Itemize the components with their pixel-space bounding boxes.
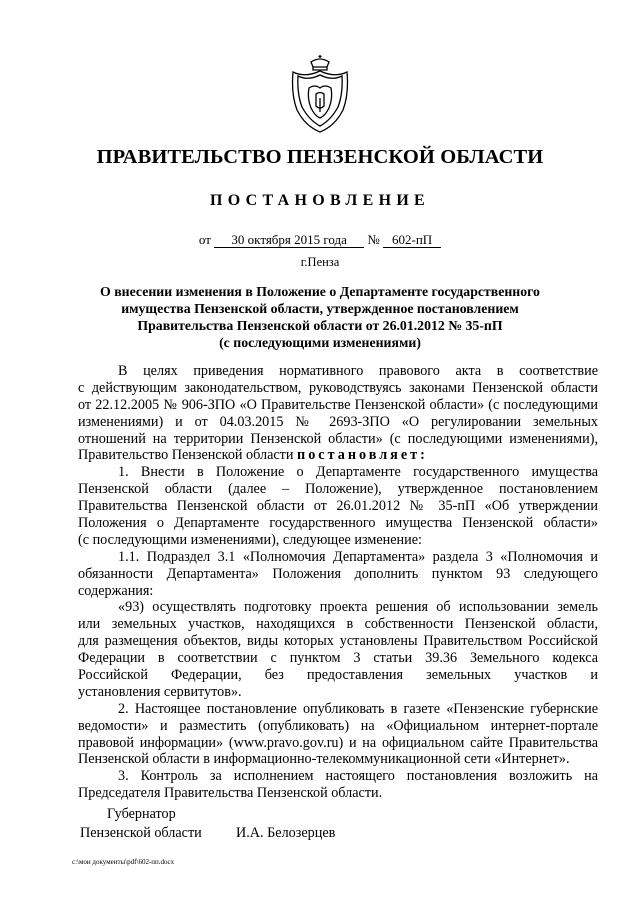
body-line: Российской Федерации, без предоставления земельных участков и: [78, 667, 598, 684]
coat-of-arms-icon: [289, 54, 351, 134]
subject-line: (с последующими изменениями): [219, 335, 421, 350]
subject-line: О внесении изменения в Положение о Департаменте государственного: [100, 284, 540, 299]
body-line: с действующим законодательством, руководствуясь законами Пензенской области: [78, 379, 598, 396]
body-line: установления сервитутов».: [78, 683, 242, 700]
number-label: №: [367, 232, 380, 247]
subject-line: Правительства Пензенской области от 26.01.2012 № 35-пП: [137, 318, 503, 333]
government-label: Правительство Пензенской области: [78, 447, 294, 464]
body-line: ведомости» и разместить (опубликовать) на «Официальном интернет-портале: [78, 717, 598, 734]
organization-title: ПРАВИТЕЛЬСТВО ПЕНЗЕНСКОЙ ОБЛАСТИ: [96, 146, 544, 168]
body-line: от 22.12.2005 № 906-ЗПО «О Правительстве Пензенской области» (с последующими: [78, 396, 598, 413]
body-line: правовой информации» (www.pravo.gov.ru) и на официальном сайте Правительства: [78, 734, 598, 751]
body-line: обязанности Департамента» Положения дополнить пунктом 93 следующего: [78, 565, 598, 582]
document-date: 30 октября 2015 года: [214, 233, 364, 248]
body-line: содержания:: [78, 582, 154, 599]
body-line: изменениями) и от 04.03.2015 № 2693-ЗПО «О регулировании земельных: [78, 413, 598, 430]
body-line: для размещения объектов, виды которых установлены Правительством Российской: [78, 633, 598, 650]
file-path-footer: c:\мои документы\pdf\602-пп.docx: [72, 858, 175, 866]
body-line: Пензенской области (далее – Положение), утвержденное постановлением: [78, 481, 598, 498]
body-line: 1. Внести в Положение о Департаменте государственного имущества: [118, 464, 598, 481]
document-type: ПОСТАНОВЛЕНИЕ: [209, 192, 431, 209]
signatory-title-line1: Губернатор: [107, 806, 176, 822]
body-line: Председателя Правительства Пензенской области.: [78, 785, 383, 802]
document-number: 602-пП: [383, 233, 441, 248]
body-line: отношений на территории Пензенской области» (с последующими изменениями),: [78, 430, 598, 447]
signatory-name: И.А. Белозерцев: [236, 825, 336, 841]
document-subject: [60, 283, 580, 351]
body-line: Пензенской области в информационно-телекоммуникационной сети «Интернет».: [78, 751, 570, 768]
resolves-word: постановляет:: [297, 447, 428, 464]
signatory-title-line2: Пензенской области: [80, 825, 202, 841]
body-line: Положения о Департаменте государственного имущества Пензенской области»: [78, 515, 598, 532]
body-line: В целях приведения нормативного правового акта в соответствие: [118, 363, 598, 379]
body-line: «93) осуществлять подготовку проекта решения об использовании земель: [118, 599, 598, 616]
body-line: Федерации в соответствии с пунктом 3 статьи 39.36 Земельного кодекса: [78, 650, 598, 667]
body-line: Правительства Пензенской области от 26.01.2012 № 35-пП «Об утверждении: [78, 498, 598, 515]
body-line: [78, 447, 598, 464]
date-prefix: от: [198, 232, 211, 247]
body-line: или земельных участков, находящихся в собственности Пензенской области,: [78, 616, 598, 633]
body-line: 2. Настоящее постановление опубликовать в газете «Пензенские губернские: [118, 700, 598, 717]
body-line: (с последующими изменениями), следующее изменение:: [78, 531, 422, 548]
city: г.Пенза: [300, 255, 340, 269]
body-line: 3. Контроль за исполнением настоящего постановления возложить на: [118, 768, 598, 785]
subject-line: имущества Пензенской области, утвержденное постановлением: [121, 301, 519, 316]
document-body: [78, 363, 598, 802]
date-line: [0, 232, 640, 248]
body-line: 1.1. Подраздел 3.1 «Полномочия Департамента» раздела 3 «Полномочия и: [118, 548, 598, 565]
